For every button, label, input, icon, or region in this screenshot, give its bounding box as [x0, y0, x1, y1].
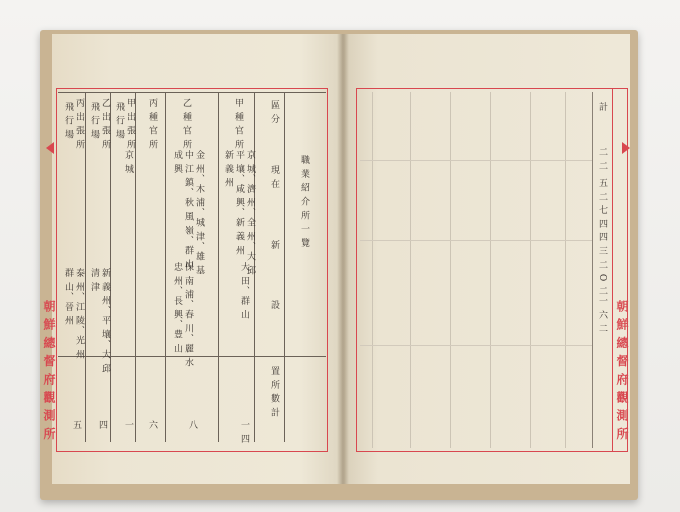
- left-page-title: 職 業 紹 介 所 一 覽: [299, 155, 309, 249]
- row-current: 金 州、木 浦、城 津、雄 基 中 江 鎮、秋 風 嶺、群 山 成 興: [172, 150, 204, 276]
- header-current: 現 在: [269, 165, 279, 189]
- header-new: 新: [269, 240, 279, 250]
- header-category: 區 分: [269, 100, 279, 124]
- row-current: 京 城: [123, 150, 133, 174]
- left-table-col-line: [85, 92, 86, 442]
- right-number: 二 二: [597, 147, 607, 171]
- row-count: 八: [187, 420, 197, 430]
- left-table-col-line: [218, 92, 219, 442]
- right-table-frame: [356, 88, 628, 452]
- row-new: 新 義 州、平 壤、大 邱 清 津: [89, 268, 110, 374]
- header-total: 置 所 數 計: [269, 366, 279, 418]
- right-number: 七 四: [597, 205, 607, 229]
- right-col-line: [592, 92, 593, 448]
- right-header-label: 計: [597, 102, 607, 112]
- header-setup: 設: [269, 300, 279, 310]
- row-new: 保 南 浦、春 川、麗 水 忠 州、長 興、豊 山: [172, 262, 193, 368]
- row-category: 乙 出 張 所 飛 行 場: [89, 98, 110, 150]
- faded-row-line: [360, 160, 592, 161]
- faded-col-line: [530, 92, 531, 448]
- faded-col-line: [372, 92, 373, 448]
- row-category: 甲 種 官 所: [233, 98, 243, 150]
- right-number: 四 三: [597, 232, 607, 256]
- book-gutter: [337, 34, 349, 484]
- right-number: 二 O 二: [597, 260, 607, 297]
- left-table-col-line: [165, 92, 166, 442]
- left-table-col-line: [135, 92, 136, 442]
- faded-row-line: [360, 240, 592, 241]
- left-page-footer: 朝 鮮 總 督 府 觀 測 所: [42, 300, 56, 441]
- right-number: 五 二: [597, 178, 607, 202]
- left-table-top-line: [58, 92, 326, 93]
- row-current: 京 城、濟 州、全 州、大 邱 平 壤、咸 興、新 義 州 新 義 州: [223, 150, 255, 276]
- row-category: 丙 種 官 所: [147, 98, 157, 150]
- row-new: 泰 州、江 陵、光 州 群 山、晉 州: [63, 268, 84, 360]
- row-count: 四: [97, 420, 107, 430]
- row-category: 甲 出 張 所 飛 行 場: [114, 98, 135, 150]
- faded-col-line: [565, 92, 566, 448]
- row-new: 大 田、群 山: [239, 262, 249, 320]
- right-page-footer: 朝 鮮 總 督 府 觀 測 所: [615, 300, 629, 441]
- row-count: 六: [147, 420, 157, 430]
- faded-col-line: [450, 92, 451, 448]
- row-count: 五: [71, 420, 81, 430]
- row-category: 丙 出 張 所 飛 行 場: [63, 98, 84, 150]
- faded-col-line: [490, 92, 491, 448]
- row-count: 一 四: [239, 420, 249, 444]
- right-red-rule: [612, 88, 613, 452]
- row-count: 一: [123, 420, 133, 430]
- left-tab-mark: [46, 142, 54, 154]
- left-table-col-line: [284, 92, 285, 442]
- row-category: 乙 種 官 所: [181, 98, 191, 150]
- left-table-col-line: [110, 92, 111, 442]
- faded-row-line: [360, 345, 592, 346]
- right-number: 一 六 二: [597, 296, 607, 334]
- faded-col-line: [410, 92, 411, 448]
